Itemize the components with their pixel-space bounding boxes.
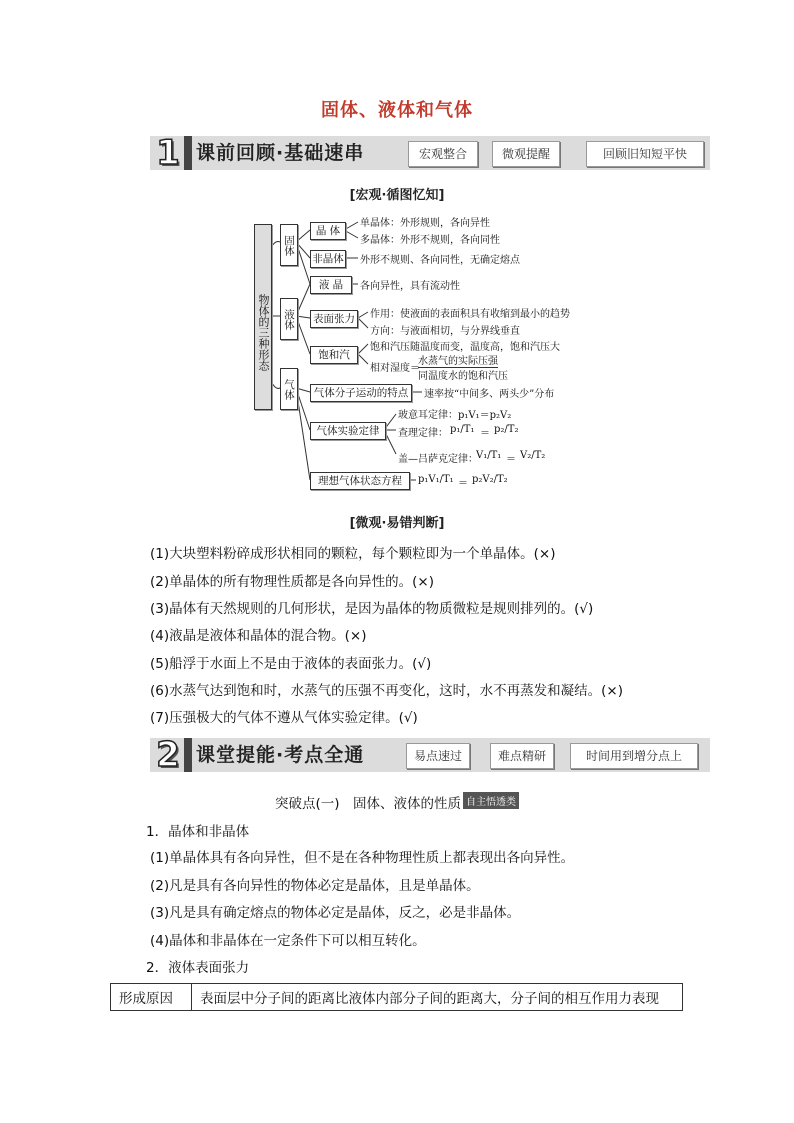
section-title-row bbox=[0, 792, 794, 812]
banner-title: 课堂提能·考点全通 bbox=[196, 744, 365, 766]
relative-humidity-denominator: 同温度水的饱和汽压 bbox=[418, 371, 508, 382]
gay-lussac-law-left: V₁/T₁ bbox=[476, 450, 502, 461]
macro-heading: [宏观·循图忆知] bbox=[349, 188, 445, 203]
banner-number: 2 bbox=[156, 735, 180, 775]
saturated-pressure-text: 饱和汽压随温度而变，温度高，饱和汽压大 bbox=[370, 342, 560, 353]
judgment-item: (7)压强极大的气体不遵从气体实验定律。(√) bbox=[150, 710, 418, 726]
gay-lussac-law-label: 盖—吕萨克定律： bbox=[398, 454, 478, 465]
point-item: (2)凡是具有各向异性的物体必定是晶体，且是单晶体。 bbox=[150, 878, 480, 894]
section-banner-1 bbox=[150, 133, 710, 173]
heading-surface-tension: 2．液体表面张力 bbox=[146, 960, 250, 976]
charles-law-label: 查理定律： bbox=[398, 428, 448, 439]
gas-node: 气体 bbox=[280, 368, 298, 410]
micro-reminder-button[interactable]: 微观提醒 bbox=[492, 141, 560, 167]
table-content-cell: 表面层中分子间的距离比液体内部分子间的距离大，分子间的相互作用力表现 bbox=[192, 984, 683, 1011]
macro-integration-button[interactable]: 宏观整合 bbox=[408, 141, 478, 167]
liquid-crystal-text: 各向异性，具有流动性 bbox=[360, 281, 460, 292]
judgment-item: (3)晶体有天然规则的几何形状，是因为晶体的物质微粒是规则排列的。(√) bbox=[150, 601, 594, 617]
score-points-button[interactable]: 时间用到增分点上 bbox=[570, 743, 698, 769]
banner-divider bbox=[184, 738, 192, 772]
point-item: (4)晶体和非晶体在一定条件下可以相互转化。 bbox=[150, 933, 426, 949]
judgment-item: (5)船浮于水面上不是由于液体的表面张力。(√) bbox=[150, 656, 432, 672]
noncrystal-node: 非晶体 bbox=[310, 250, 346, 268]
point-item: (3)凡是具有确定熔点的物体必定是晶体，反之，必是非晶体。 bbox=[150, 905, 521, 921]
ideal-gas-left: p₁V₁/T₁ bbox=[418, 474, 454, 485]
banner-title: 课前回顾·基础速串 bbox=[196, 142, 365, 164]
charles-law-left: p₁/T₁ bbox=[450, 424, 475, 435]
surface-tension-table bbox=[110, 983, 683, 1011]
judgment-item: (4)液晶是液体和晶体的混合物。(×) bbox=[150, 628, 367, 644]
noncrystal-text: 外形不规则、各向同性，无确定熔点 bbox=[360, 255, 520, 266]
review-button[interactable]: 回顾旧知短平快 bbox=[586, 141, 704, 167]
surface-tension-effect: 作用：使液面的表面积具有收缩到最小的趋势 bbox=[370, 309, 570, 320]
concept-map bbox=[250, 218, 580, 498]
judgment-item: (2)单晶体的所有物理性质都是各向异性的。(×) bbox=[150, 574, 434, 590]
banner-number: 1 bbox=[156, 133, 180, 173]
difficult-points-button[interactable]: 难点精研 bbox=[490, 743, 554, 769]
root-node: 物体的三种形态 bbox=[254, 224, 272, 410]
page-title: 固体、液体和气体 bbox=[321, 100, 473, 121]
section-badge: 自主悟透类 bbox=[463, 792, 519, 809]
solid-node: 固体 bbox=[280, 224, 298, 266]
poly-crystal-text: 多晶体：外形不规则，各向同性 bbox=[360, 235, 500, 246]
crystal-node: 晶 体 bbox=[310, 222, 346, 240]
gas-laws-node: 气体实验定律 bbox=[310, 422, 386, 440]
saturated-vapor-node: 饱和汽 bbox=[310, 346, 358, 364]
ideal-gas-node: 理想气体状态方程 bbox=[310, 472, 410, 490]
single-crystal-text: 单晶体：外形规则，各向异性 bbox=[360, 218, 490, 229]
relative-humidity-label: 相对湿度＝ bbox=[370, 363, 420, 374]
table-label-cell: 形成原因 bbox=[111, 984, 192, 1011]
section-title: 突破点(一) 固体、液体的性质 bbox=[274, 796, 462, 812]
banner-divider bbox=[184, 136, 192, 170]
liquid-node: 液体 bbox=[280, 298, 298, 340]
section-banner-2 bbox=[150, 735, 710, 775]
table-row bbox=[111, 984, 683, 1011]
judgment-item: (6)水蒸气达到饱和时，水蒸气的压强不再变化，这时，水不再蒸发和凝结。(×) bbox=[150, 683, 623, 699]
heading-crystal: 1．晶体和非晶体 bbox=[146, 824, 250, 840]
ideal-gas-right: p₂V₂/T₂ bbox=[472, 474, 508, 485]
equals-sign-1: ＝ bbox=[480, 428, 490, 439]
molecular-motion-text: 速率按“中间多、两头少”分布 bbox=[424, 389, 555, 400]
equals-sign-3: ＝ bbox=[458, 478, 468, 489]
gay-lussac-law-right: V₂/T₂ bbox=[520, 450, 546, 461]
surface-tension-node: 表面张力 bbox=[310, 310, 358, 328]
relative-humidity-numerator: 水蒸气的实际压强 bbox=[418, 352, 498, 368]
micro-heading: [微观·易错判断] bbox=[349, 516, 445, 531]
equals-sign-2: ＝ bbox=[506, 454, 516, 465]
boyle-law-text: 玻意耳定律：p₁V₁＝p₂V₂ bbox=[398, 410, 512, 421]
judgment-item: (1)大块塑料粉碎成形状相同的颗粒，每个颗粒即为一个单晶体。(×) bbox=[150, 546, 556, 562]
charles-law-right: p₂/T₂ bbox=[494, 424, 519, 435]
point-item: (1)单晶体具有各向异性，但不是在各种物理性质上都表现出各向异性。 bbox=[150, 850, 575, 866]
surface-tension-direction: 方向：与液面相切，与分界线垂直 bbox=[370, 326, 520, 337]
liquid-crystal-node: 液 晶 bbox=[310, 276, 352, 294]
molecular-motion-node: 气体分子运动的特点 bbox=[310, 384, 412, 402]
easy-points-button[interactable]: 易点速过 bbox=[406, 743, 470, 769]
